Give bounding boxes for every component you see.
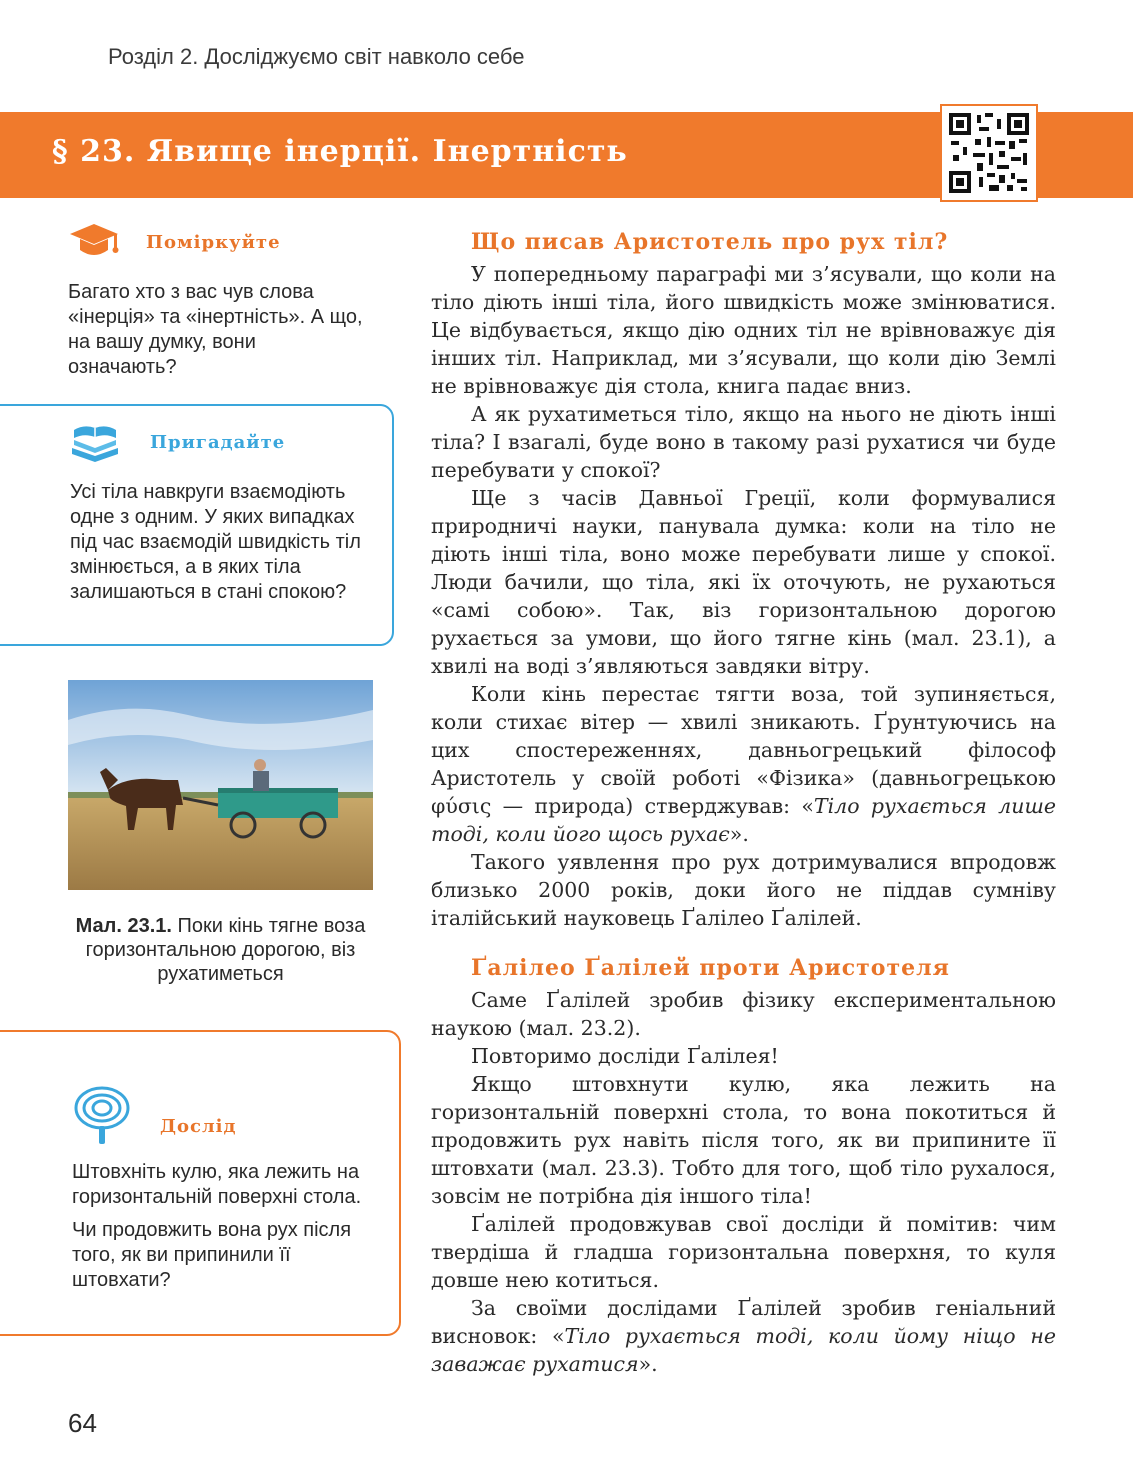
experiment-heading: Дослід [160,1116,237,1137]
running-head: Розділ 2. Досліджуємо світ навколо себе [108,44,525,69]
paragraph: Ґалілей продовжував свої досліди й помітив: чим твердіша й гладша горизонтальна поверхня, то куля довше нею котиться. [431,1212,1056,1292]
experiment-text [72,1160,372,1301]
section-heading-aristotle: Що писав Аристотель про рух тіл? [471,229,949,255]
paragraph [431,1294,1056,1378]
experiment-paragraph: Чи продовжить вона рух після того, як ви припинили її штовхати? [72,1219,352,1291]
figure-label: Мал. 23.1. [75,915,172,937]
paragraph: Саме Ґалілей зробив фізику експериментальною наукою (мал. 23.2). [431,988,1056,1040]
paragraph: А як рухатиметься тіло, якщо на нього не діють інші тіла? І взагалі, буде воно в такому разі рухатися чи буде перебувати у спокої? [431,402,1056,482]
paragraph [431,680,1056,848]
horse-cart-photo [68,680,373,890]
figure-caption [68,914,373,986]
recall-text: Усі тіла навкруги взаємодіють одне з одним. У яких випадках під час взаємодій швидкість тіл змінюється, а в яких тіла залишаються в стані спокою? [70,481,361,603]
magnifier-icon [74,1084,130,1150]
paragraph-text: ». [729,822,749,846]
galileo-quote: Тіло рухається тоді, коли йому ніщо не заважає рухатися [431,1324,1056,1376]
recall-heading: Пригадайте [150,432,286,453]
paragraph-text: Коли кінь перестає тягти воза, той зупиняється, коли стихає вітер — хвилі зникають. Ґрунтуючись на цих спостереженнях, давньогрецький філософ Аристотель у своїй роботі «Фізика» (давньогрецькою φύσις — природа) стверджував: « [431,682,1056,818]
main-text-column [431,228,1056,1378]
page-number: 64 [68,1408,97,1438]
aristotle-quote: Тіло рухається лише тоді, коли його щось рухає [431,794,1056,846]
books-icon [70,424,120,470]
page-title: § 23. Явище інерції. Інертність [52,134,628,169]
recall-box [0,404,394,646]
paragraph: Повторимо досліди Ґалілея! [471,1044,779,1068]
qr-code-icon [949,113,1029,193]
paragraph: Такого уявлення про рух дотримувалися впродовж близько 2000 років, доки його не піддав сумніву італійський науковець Ґалілео Ґалілей. [431,850,1056,930]
paragraph: Ще з часів Давньої Греції, коли формувалися природничі науки, панувала думка: коли на тіло не діють інші тіла, воно може перебувати лише у спокої. Люди бачили, що тіла, які їх оточують, не рухаються «самі собою». Так, віз горизонтальною дорогою рухається за умови, що його тягне кінь (мал. 23.1), а хвилі на воді з’являються завдяки вітру. [431,486,1056,678]
ponder-heading: Поміркуйте [146,232,281,253]
experiment-box [0,1030,401,1336]
figure-caption-text: Поки кінь тягне воза горизонтальною дорогою, віз рухатиметься [85,915,366,985]
paragraph-text: За своїми дослідами Ґалілей зробив геніальний висновок: « [431,1296,1056,1348]
qr-code[interactable] [940,104,1038,202]
paragraph: У попередньому параграфі ми з’ясували, що коли на тіло діють інші тіла, його швидкість може змінюватися. Це відбувається, якщо дію одних тіл не врівноважує дія інших тіл. Наприклад, ми з’ясували, що коли дію Землі не врівноважує дія стола, книга падає вниз. [431,262,1056,398]
paragraph: Якщо штовхнути кулю, яка лежить на горизонтальній поверхні стола, то вона покотиться й продовжить рух навіть після того, як ви припините її штовхати (мал. 23.3). Тобто для того, щоб тіло рухалося, зовсім не потрібна дія іншого тіла! [431,1072,1056,1208]
experiment-paragraph: Штовхніть кулю, яка лежить на горизонтальній поверхні стола. [72,1161,362,1208]
section-heading-galileo: Ґалілео Ґалілей проти Аристотеля [471,955,950,981]
ponder-text: Багато хто з вас чув слова «інерція» та «інертність». А що, на вашу думку, вони означають? [68,281,363,378]
graduation-cap-icon [68,222,120,266]
paragraph-text: ». [638,1352,658,1376]
